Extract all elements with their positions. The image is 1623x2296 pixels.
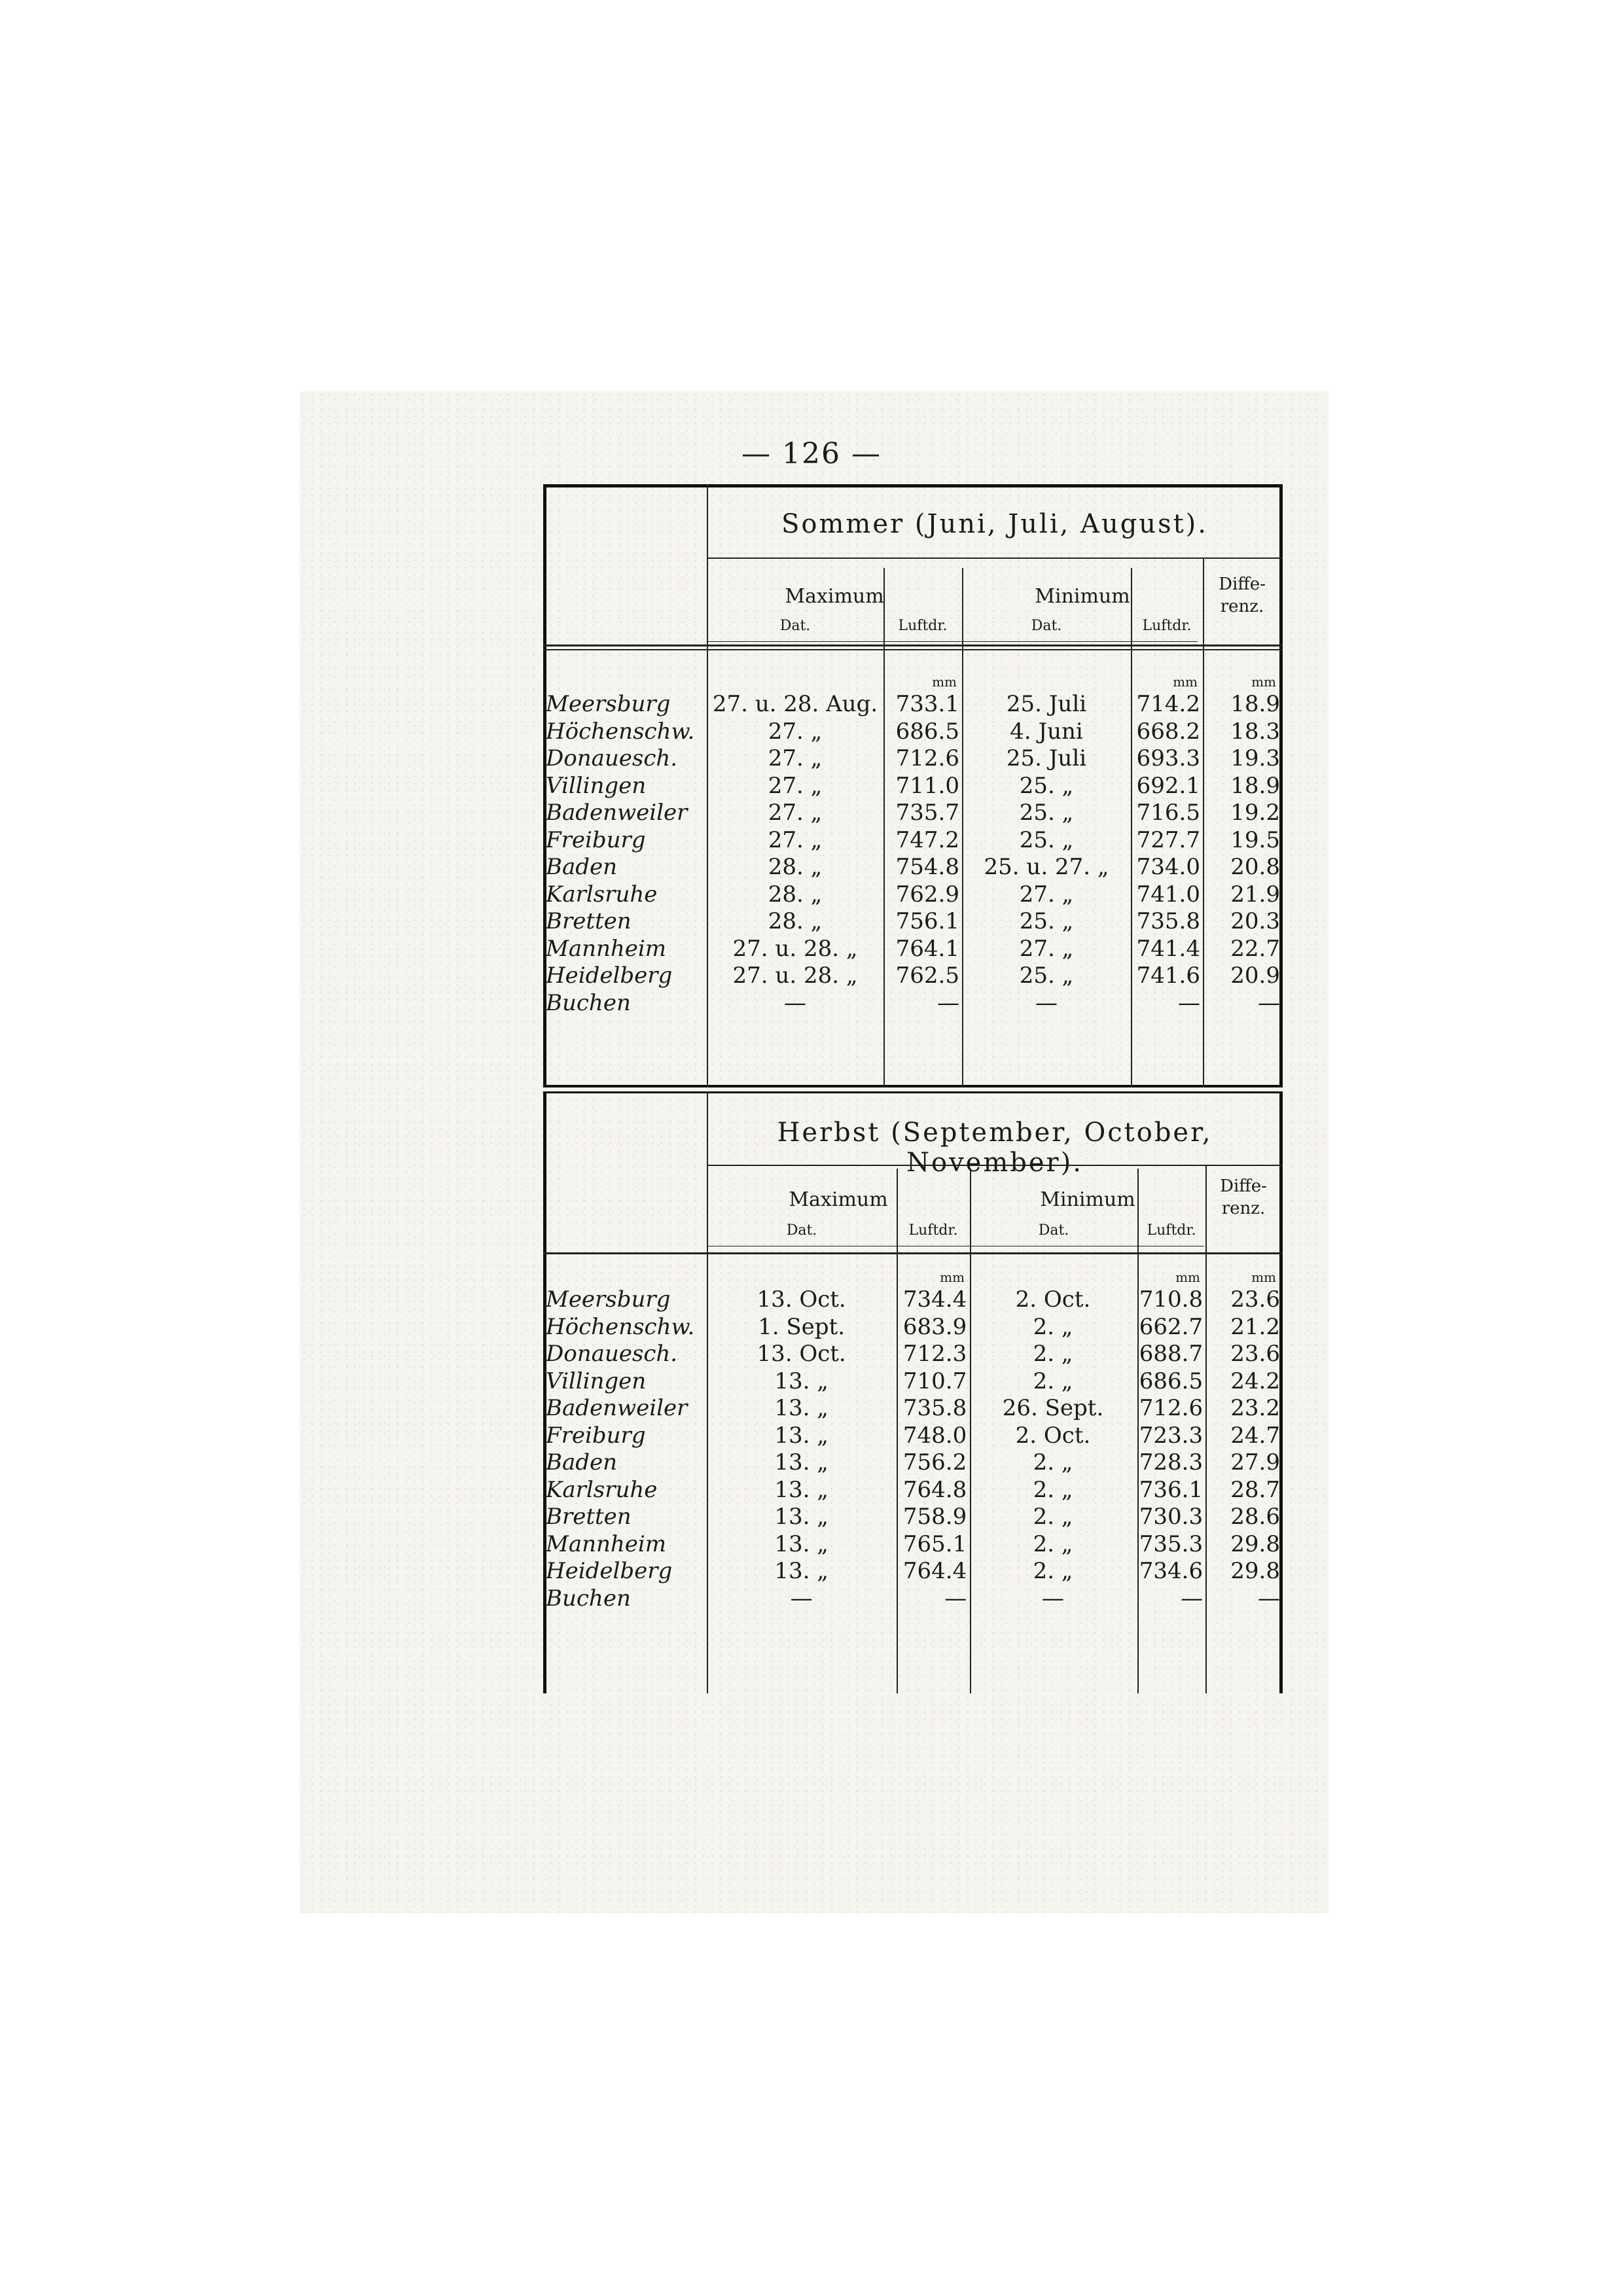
max-date: 28. „ (768, 908, 823, 935)
max-pressure: — (937, 989, 959, 1016)
table-row (543, 1558, 1283, 1585)
station-name: Freiburg (546, 1422, 646, 1449)
min-date: 2. „ (1033, 1558, 1073, 1585)
station-name: Buchen (546, 989, 631, 1016)
max-pressure: 735.8 (902, 1395, 967, 1422)
table-row (543, 1449, 1283, 1477)
max-pressure: 710.7 (902, 1368, 967, 1394)
table-row (543, 1422, 1283, 1450)
row-divider (543, 645, 1283, 646)
difference: 27.9 (1230, 1449, 1280, 1476)
max-date: 28. „ (768, 881, 823, 908)
min-date: 2. „ (1033, 1368, 1073, 1394)
difference: 19.3 (1230, 745, 1280, 772)
max-date: 27. u. 28. Aug. (712, 691, 878, 718)
min-pressure: 662.7 (1139, 1313, 1204, 1340)
max-pressure: 735.7 (895, 800, 959, 826)
header-maximum: Maximum (789, 1188, 888, 1211)
max-date: 13. „ (774, 1422, 829, 1449)
max-date: 27. „ (768, 800, 823, 826)
difference: 21.9 (1230, 881, 1280, 908)
station-name: Donauesch. (546, 1341, 678, 1368)
table-row (543, 773, 1283, 800)
min-date: 25. „ (1019, 772, 1074, 799)
table-row (543, 908, 1283, 936)
max-date: 13. Oct. (757, 1286, 846, 1313)
min-pressure: 734.6 (1139, 1558, 1204, 1585)
min-date: — (1035, 989, 1058, 1016)
min-pressure: 741.4 (1136, 935, 1200, 962)
min-pressure: 692.1 (1136, 772, 1200, 799)
row-divider (543, 1252, 1283, 1254)
difference: 23.6 (1230, 1341, 1280, 1368)
table-row (543, 691, 1283, 718)
max-pressure: — (944, 1585, 967, 1612)
max-pressure: 765.1 (902, 1530, 967, 1557)
table-row (543, 1504, 1283, 1531)
difference: 29.8 (1230, 1558, 1280, 1585)
min-date: 25. Juli (1006, 745, 1087, 772)
station-name: Karlsruhe (546, 1476, 658, 1503)
min-pressure: 714.2 (1136, 691, 1200, 718)
page-number: — 126 — (741, 437, 882, 470)
min-date: 2. Oct. (1015, 1422, 1091, 1449)
min-pressure: 741.0 (1136, 881, 1200, 908)
min-pressure: 741.6 (1136, 963, 1200, 989)
difference: 18.3 (1230, 718, 1280, 745)
min-pressure: 736.1 (1139, 1476, 1204, 1503)
station-name: Heidelberg (546, 963, 673, 989)
unit-mm: mm (940, 1269, 965, 1285)
min-date: 2. „ (1033, 1504, 1073, 1530)
min-pressure: 735.8 (1136, 908, 1200, 935)
min-date: 2. „ (1033, 1530, 1073, 1557)
min-date: 25. „ (1019, 800, 1074, 826)
max-date: 27. „ (768, 718, 823, 745)
station-name: Mannheim (546, 1530, 667, 1557)
table-row (543, 854, 1283, 881)
unit-mm: mm (932, 674, 957, 690)
station-name: Meersburg (546, 1286, 671, 1313)
station-name: Badenweiler (546, 1395, 688, 1422)
station-name: Villingen (546, 772, 647, 799)
header-dat: Dat. (779, 618, 811, 634)
table-row (543, 1585, 1283, 1613)
difference: 23.6 (1230, 1286, 1280, 1313)
difference: — (1258, 1585, 1280, 1612)
table-row (543, 1368, 1283, 1396)
station-name: Villingen (546, 1368, 647, 1394)
min-pressure: 734.0 (1136, 854, 1200, 881)
max-date: 13. „ (774, 1504, 829, 1530)
station-name: Höchenschw. (546, 718, 695, 745)
row-divider (707, 557, 1283, 559)
min-date: 2. „ (1033, 1313, 1073, 1340)
table-row (543, 745, 1283, 773)
table-row (543, 963, 1283, 990)
table-row (543, 718, 1283, 746)
min-pressure: 735.3 (1139, 1530, 1204, 1557)
min-date: 25. u. 27. „ (984, 854, 1109, 881)
header-minimum: Minimum (1035, 585, 1130, 608)
max-pressure: 734.4 (902, 1286, 967, 1313)
unit-mm: mm (1175, 1269, 1200, 1285)
table-row (543, 936, 1283, 963)
row-divider (543, 649, 1283, 650)
min-pressure: 693.3 (1136, 745, 1200, 772)
data-rows (543, 1286, 1283, 1612)
min-date: 4. Juni (1010, 718, 1083, 745)
station-name: Karlsruhe (546, 881, 658, 908)
difference: 18.9 (1230, 772, 1280, 799)
max-pressure: 683.9 (902, 1313, 967, 1340)
difference: 28.6 (1230, 1504, 1280, 1530)
difference: 24.2 (1230, 1368, 1280, 1394)
station-name: Höchenschw. (546, 1313, 695, 1340)
max-pressure: 762.5 (895, 963, 959, 989)
min-pressure: 710.8 (1139, 1286, 1204, 1313)
min-pressure: 716.5 (1136, 800, 1200, 826)
difference: 20.3 (1230, 908, 1280, 935)
min-date: 27. „ (1019, 881, 1074, 908)
max-pressure: 754.8 (895, 854, 959, 881)
difference: — (1258, 989, 1280, 1016)
table-row (543, 1314, 1283, 1341)
table-row (543, 990, 1283, 1017)
max-pressure: 711.0 (895, 772, 959, 799)
section-title: Sommer (Juni, Juli, August). (781, 509, 1208, 539)
min-pressure: — (1181, 1585, 1204, 1612)
max-date: 13. Oct. (757, 1341, 846, 1368)
header-minimum: Minimum (1040, 1188, 1135, 1211)
difference: 28.7 (1230, 1476, 1280, 1503)
table-row (543, 1341, 1283, 1368)
station-name: Meersburg (546, 691, 671, 718)
max-date: 13. „ (774, 1558, 829, 1585)
min-pressure: — (1178, 989, 1200, 1016)
max-pressure: 733.1 (895, 691, 959, 718)
header-luftdr: Luftdr. (1147, 1222, 1196, 1239)
table-row (543, 827, 1283, 855)
max-pressure: 686.5 (895, 718, 959, 745)
header-dat: Dat. (1031, 618, 1062, 634)
max-date: 13. „ (774, 1368, 829, 1394)
max-date: 27. u. 28. „ (732, 963, 858, 989)
station-name: Baden (546, 854, 618, 881)
max-date: — (784, 989, 806, 1016)
max-date: 1. Sept. (758, 1313, 846, 1340)
table-row (543, 1531, 1283, 1559)
min-pressure: 688.7 (1139, 1341, 1204, 1368)
station-name: Donauesch. (546, 745, 678, 772)
min-date: 25. „ (1019, 908, 1074, 935)
min-date: 26. Sept. (1002, 1395, 1104, 1422)
header-luftdr: Luftdr. (1142, 618, 1192, 634)
header-differenz: Diffe-renz. (1219, 574, 1266, 616)
min-date: 2. „ (1033, 1449, 1073, 1476)
difference: 19.5 (1230, 826, 1280, 853)
min-date: 25. „ (1019, 963, 1074, 989)
table-herbst (543, 1091, 1283, 1693)
max-pressure: 762.9 (895, 881, 959, 908)
row-divider (707, 641, 1198, 642)
max-pressure: 712.3 (902, 1341, 967, 1368)
header-dat: Dat. (786, 1222, 817, 1239)
max-pressure: 747.2 (895, 826, 959, 853)
header-luftdr: Luftdr. (908, 1222, 958, 1239)
station-name: Mannheim (546, 935, 667, 962)
difference: 29.8 (1230, 1530, 1280, 1557)
difference: 22.7 (1230, 935, 1280, 962)
table-sommer (543, 484, 1283, 1087)
unit-mm: mm (1251, 674, 1276, 690)
max-pressure: 764.1 (895, 935, 959, 962)
difference: 23.2 (1230, 1395, 1280, 1422)
min-date: 25. „ (1019, 826, 1074, 853)
station-name: Baden (546, 1449, 618, 1476)
min-pressure: 728.3 (1139, 1449, 1204, 1476)
max-date: 13. „ (774, 1530, 829, 1557)
difference: 24.7 (1230, 1422, 1280, 1449)
max-date: 27. „ (768, 772, 823, 799)
header-dat: Dat. (1038, 1222, 1069, 1239)
table-row (543, 1395, 1283, 1422)
station-name: Bretten (546, 908, 632, 935)
table-row (543, 1286, 1283, 1314)
data-rows (543, 691, 1283, 1017)
section-title: Herbst (September, October, November). (777, 1118, 1213, 1178)
header-differenz: Diffe-renz. (1220, 1176, 1267, 1218)
max-date: 28. „ (768, 854, 823, 881)
min-date: 27. „ (1019, 935, 1074, 962)
station-name: Badenweiler (546, 800, 688, 826)
max-date: 13. „ (774, 1395, 829, 1422)
difference: 18.9 (1230, 691, 1280, 718)
min-pressure: 686.5 (1139, 1368, 1204, 1394)
min-date: — (1042, 1585, 1064, 1612)
min-pressure: 668.2 (1136, 718, 1200, 745)
max-pressure: 756.1 (895, 908, 959, 935)
max-pressure: 712.6 (895, 745, 959, 772)
min-date: 2. Oct. (1015, 1286, 1091, 1313)
max-date: 27. u. 28. „ (732, 935, 858, 962)
difference: 21.2 (1230, 1313, 1280, 1340)
station-name: Heidelberg (546, 1558, 673, 1585)
difference: 20.8 (1230, 854, 1280, 881)
table-row (543, 881, 1283, 909)
max-date: 27. „ (768, 826, 823, 853)
min-pressure: 712.6 (1139, 1395, 1204, 1422)
max-pressure: 756.2 (902, 1449, 967, 1476)
station-name: Buchen (546, 1585, 631, 1612)
max-date: 27. „ (768, 745, 823, 772)
difference: 19.2 (1230, 800, 1280, 826)
max-pressure: 764.4 (902, 1558, 967, 1585)
station-name: Freiburg (546, 826, 646, 853)
min-pressure: 727.7 (1136, 826, 1200, 853)
min-pressure: 723.3 (1139, 1422, 1204, 1449)
max-date: 13. „ (774, 1449, 829, 1476)
difference: 20.9 (1230, 963, 1280, 989)
min-date: 2. „ (1033, 1476, 1073, 1503)
unit-mm: mm (1173, 674, 1198, 690)
header-maximum: Maximum (785, 585, 884, 608)
table-row (543, 800, 1283, 827)
min-date: 25. Juli (1006, 691, 1087, 718)
min-date: 2. „ (1033, 1341, 1073, 1368)
max-pressure: 748.0 (902, 1422, 967, 1449)
unit-mm: mm (1251, 1269, 1276, 1285)
min-pressure: 730.3 (1139, 1504, 1204, 1530)
table-row (543, 1477, 1283, 1504)
station-name: Bretten (546, 1504, 632, 1530)
max-date: — (790, 1585, 813, 1612)
max-pressure: 758.9 (902, 1504, 967, 1530)
max-pressure: 764.8 (902, 1476, 967, 1503)
max-date: 13. „ (774, 1476, 829, 1503)
header-luftdr: Luftdr. (898, 618, 948, 634)
